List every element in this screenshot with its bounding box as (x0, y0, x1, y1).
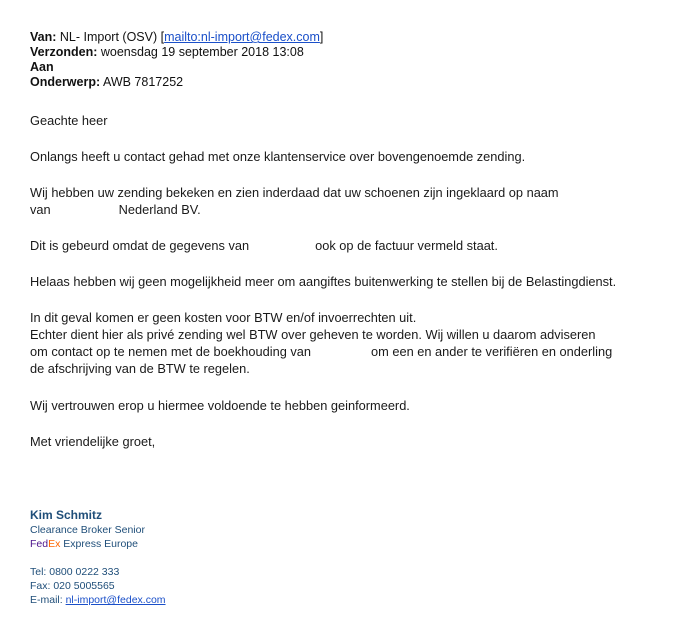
from-row: Van: NL- Import (OSV) [mailto:nl-import@fedex.com] (30, 30, 324, 44)
from-value: NL- Import (OSV) (59, 30, 158, 44)
fedex-logo-fed: Fed (30, 538, 49, 550)
paragraph-3-start: Dit is gebeurd omdat de gegevens van (30, 238, 250, 253)
to-label: Aan (30, 60, 54, 74)
paragraph-4: Helaas hebben wij geen mogelijkheid meer om aangiftes buitenwerking te stellen bij de Belastingdienst. (30, 274, 617, 289)
from-label: Van: (30, 30, 57, 44)
signature-fax: Fax: 020 5005565 (30, 580, 115, 592)
paragraph-2-line-1: Wij hebben uw zending bekeken en zien inderdaad dat uw schoenen zijn ingeklaard op naam (30, 185, 559, 200)
signature-tel: Tel: 0800 0222 333 (30, 566, 120, 578)
email-label: E-mail: (30, 594, 63, 606)
company-name-rest: Express Europe (60, 538, 138, 550)
from-mailto-link[interactable]: mailto:nl-import@fedex.com (164, 30, 320, 44)
closing: Met vriendelijke groet, (30, 434, 156, 449)
paragraph-5-line-4: de afschrijving van de BTW te regelen. (30, 361, 250, 376)
sent-label: Verzonden: (30, 45, 98, 59)
subject-row (30, 75, 183, 90)
signature-company (30, 538, 138, 550)
subject-value: AWB 7817252 (102, 75, 184, 89)
subject-label: Onderwerp: (30, 75, 101, 89)
fedex-logo-ex: Ex (48, 538, 61, 550)
paragraph-6: Wij vertrouwen erop u hiermee voldoende te hebben geinformeerd. (30, 398, 410, 413)
signature-email-row (30, 594, 166, 606)
paragraph-5-line-3 (30, 343, 612, 360)
paragraph-5-line-2: Echter dient hier als privé zending wel BTW over geheven te worden. Wij willen u daarom adviseren (30, 327, 596, 342)
paragraph-2-company: Nederland BV. (118, 202, 201, 217)
signature-name: Kim Schmitz (30, 508, 103, 522)
sent-row (30, 45, 304, 60)
greeting: Geachte heer (30, 113, 108, 128)
paragraph-5-line-3-end: om een en ander te verifiëren en onderling (371, 344, 613, 359)
paragraph-3-end: ook op de factuur vermeld staat. (315, 238, 498, 253)
paragraph-2-line-2 (30, 201, 201, 218)
paragraph-3 (30, 237, 498, 254)
paragraph-2-van: van (30, 202, 51, 217)
paragraph-5-line-3-start: om contact op te nemen met de boekhouding van (30, 344, 312, 359)
sent-value: woensdag 19 september 2018 13:08 (100, 45, 304, 59)
signature-title: Clearance Broker Senior (30, 524, 145, 536)
to-row (30, 60, 54, 75)
paragraph-5-line-1: In dit geval komen er geen kosten voor BTW en/of invoerrechten uit. (30, 310, 417, 325)
email-link[interactable]: nl-import@fedex.com (65, 594, 166, 606)
paragraph-1: Onlangs heeft u contact gehad met onze klantenservice over bovengenoemde zending. (30, 149, 526, 164)
